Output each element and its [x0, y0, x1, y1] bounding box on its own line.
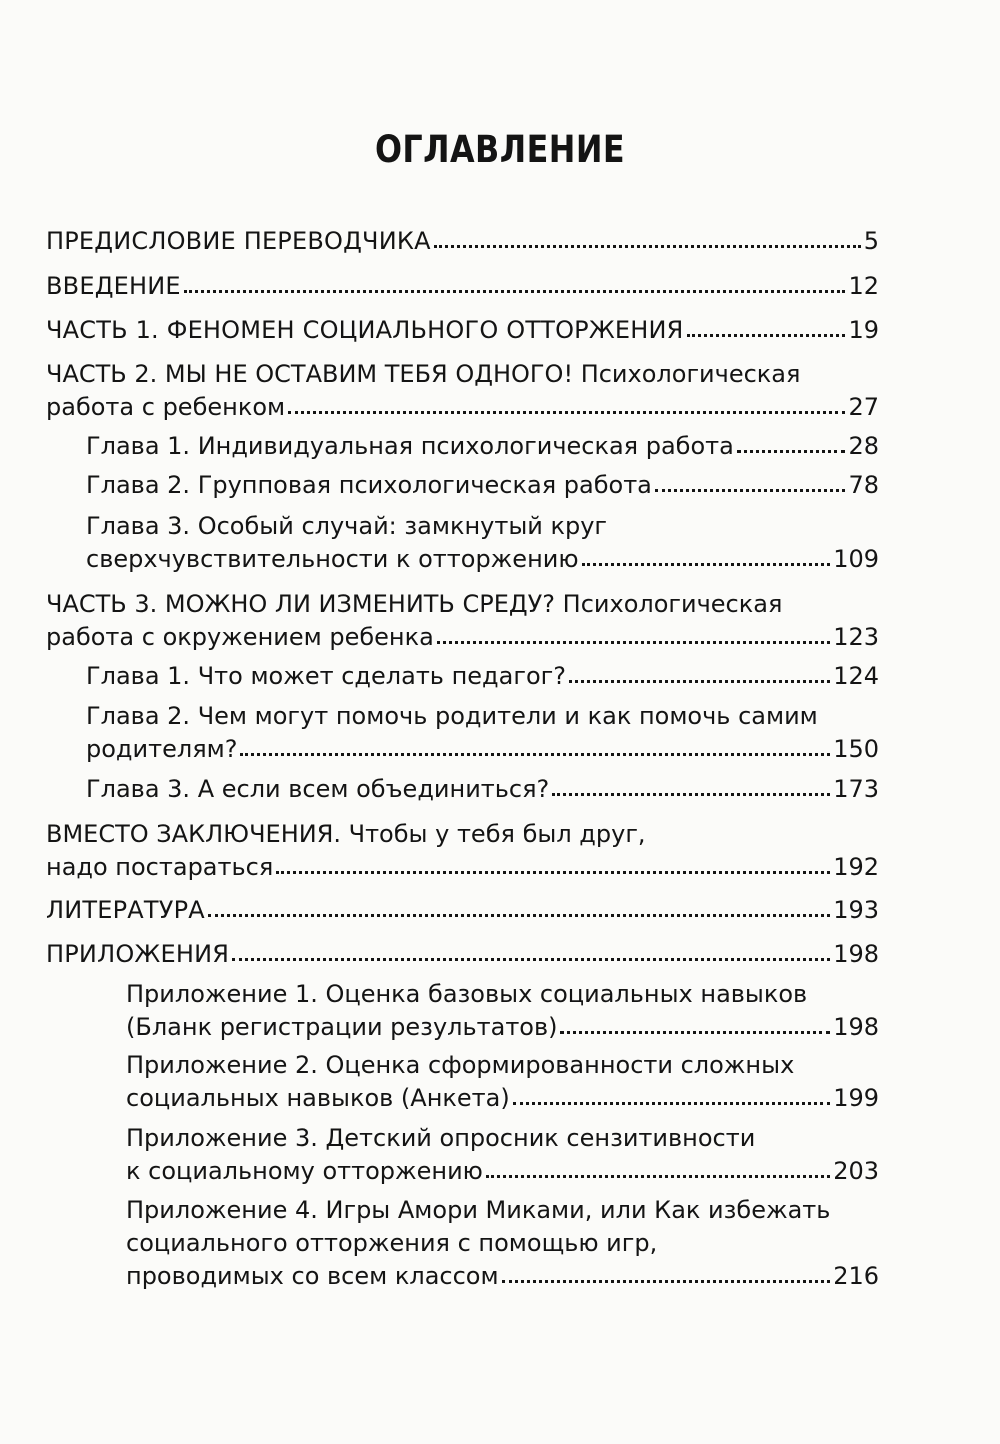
dot-leader	[276, 867, 830, 874]
toc-entry-page: 199	[833, 1084, 879, 1112]
toc-entry-title-cont: социальных навыков (Анкета)	[126, 1084, 510, 1112]
toc-entry-title-cont: надо постараться	[46, 853, 274, 881]
toc-entry-page: 12	[848, 272, 879, 300]
toc-entry-page: 193	[833, 896, 879, 924]
toc-entry-title-cont: (Бланк регистрации результатов)	[126, 1013, 558, 1041]
toc-entry-title: Приложение 3. Детский опросник сензитивности	[126, 1124, 756, 1152]
toc-entry-page: 28	[848, 432, 879, 460]
toc-entry-title: Приложение 1. Оценка базовых социальных навыков	[126, 980, 808, 1008]
toc-entry[interactable]	[46, 314, 879, 347]
toc-entry[interactable]	[46, 818, 879, 884]
toc-entry-title: ЧАСТЬ 3. МОЖНО ЛИ ИЗМЕНИТЬ СРЕДУ? Психологическая	[46, 590, 783, 618]
toc-entry-title-cont: работа с ребенком	[46, 393, 286, 421]
toc-entry[interactable]	[86, 510, 879, 576]
toc-entry[interactable]	[46, 225, 879, 258]
toc-entry-page: 198	[833, 1013, 879, 1041]
toc-entry-title: Глава 3. А если всем объединиться?	[86, 775, 550, 803]
toc-entry-title-cont: к социальному отторжению	[126, 1157, 483, 1185]
toc-entry-title: ЛИТЕРАТУРА	[46, 896, 205, 924]
toc-entry-page: 216	[833, 1262, 879, 1290]
dot-leader	[502, 1276, 831, 1283]
dot-leader	[655, 485, 846, 492]
dot-leader	[687, 330, 846, 337]
dot-leader	[184, 286, 846, 293]
toc-entry-title-cont: родителям?	[86, 735, 238, 763]
toc-entry[interactable]	[46, 894, 879, 927]
toc-entry-title-cont: социального отторжения с помощью игр,	[126, 1229, 658, 1257]
toc-entry-page: 5	[863, 227, 879, 255]
toc-entry-title-cont: сверхчувствительности к отторжению	[86, 545, 579, 573]
toc-entry[interactable]	[126, 1049, 879, 1115]
toc-entry-page: 192	[833, 853, 879, 881]
toc-entry-title: Приложение 2. Оценка сформированности сложных	[126, 1051, 795, 1079]
toc-entry-title: Глава 1. Индивидуальная психологическая работа	[86, 432, 734, 460]
toc-entry-page: 78	[848, 471, 879, 499]
toc-entry[interactable]	[86, 469, 879, 502]
toc-entry-page: 123	[833, 623, 879, 651]
toc-entry[interactable]	[46, 270, 879, 303]
toc-title: ОГЛАВЛЕНИЕ	[374, 128, 626, 171]
dot-leader	[513, 1098, 830, 1105]
dot-leader	[288, 407, 845, 414]
toc-entry-title: ПРИЛОЖЕНИЯ	[46, 940, 230, 968]
toc-entry[interactable]	[46, 938, 879, 971]
dot-leader	[232, 954, 830, 961]
toc-entry-page: 173	[833, 775, 879, 803]
dot-leader	[437, 637, 830, 644]
toc-entry-title: ЧАСТЬ 1. ФЕНОМЕН СОЦИАЛЬНОГО ОТТОРЖЕНИЯ	[46, 316, 684, 344]
toc-entry[interactable]	[126, 1194, 879, 1293]
toc-entry-title: ПРЕДИСЛОВИЕ ПЕРЕВОДЧИКА	[46, 227, 431, 255]
dot-leader	[486, 1171, 830, 1178]
toc-entry-page: 27	[848, 393, 879, 421]
toc-entry[interactable]	[46, 588, 879, 654]
toc-entry-page: 203	[833, 1157, 879, 1185]
toc-entry-title: Глава 1. Что может сделать педагог?	[86, 662, 566, 690]
toc-entry-page: 150	[833, 735, 879, 763]
toc-entry-title: ЧАСТЬ 2. МЫ НЕ ОСТАВИМ ТЕБЯ ОДНОГО! Психологическая	[46, 360, 801, 388]
toc-entry-title: Глава 2. Групповая психологическая работа	[86, 471, 652, 499]
dot-leader	[737, 446, 846, 453]
toc-entry-title: Приложение 4. Игры Амори Миками, или Как избежать	[126, 1196, 831, 1224]
toc-entry-page: 19	[848, 316, 879, 344]
dot-leader	[240, 749, 830, 756]
toc-entry[interactable]	[86, 700, 879, 766]
toc-entry-title-cont: проводимых со всем классом	[126, 1262, 499, 1290]
toc-entry-title-cont: работа с окружением ребенка	[46, 623, 434, 651]
dot-leader	[208, 910, 830, 917]
dot-leader	[434, 241, 861, 248]
toc-entry-page: 124	[833, 662, 879, 690]
toc-entry-page: 109	[833, 545, 879, 573]
toc-entry-title: Глава 3. Особый случай: замкнутый круг	[86, 512, 608, 540]
dot-leader	[582, 559, 831, 566]
toc-entry[interactable]	[126, 978, 879, 1044]
toc-entry-title: ВМЕСТО ЗАКЛЮЧЕНИЯ. Чтобы у тебя был друг,	[46, 820, 646, 848]
dot-leader	[552, 789, 830, 796]
toc-entry[interactable]	[86, 430, 879, 463]
toc-entry-page: 198	[833, 940, 879, 968]
toc-entry-title: Глава 2. Чем могут помочь родители и как помочь самим	[86, 702, 818, 730]
dot-leader	[569, 676, 830, 683]
toc-entry[interactable]	[86, 660, 879, 693]
dot-leader	[560, 1027, 830, 1034]
toc-entry[interactable]	[46, 358, 879, 424]
toc-entry[interactable]	[86, 773, 879, 806]
toc-entry-title: ВВЕДЕНИЕ	[46, 272, 181, 300]
toc-entry[interactable]	[126, 1122, 879, 1188]
